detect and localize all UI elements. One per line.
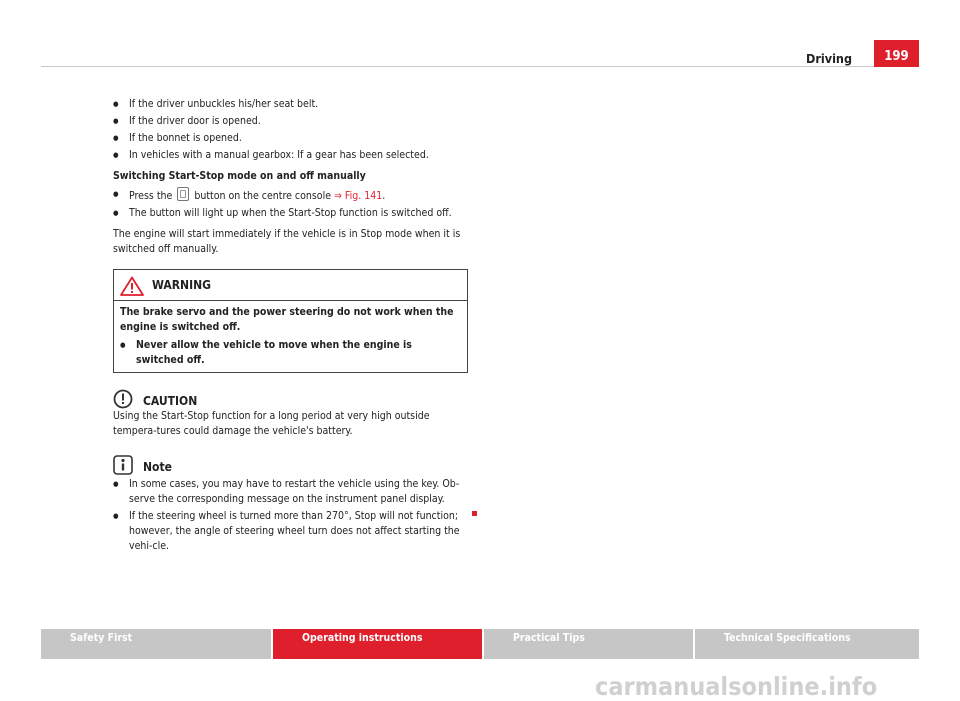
start-stop-button-icon [177,187,189,201]
note-title: Note [143,460,172,474]
step-text: button on the centre console [194,190,332,202]
note-section [113,451,468,554]
note-header [113,451,468,475]
caution-title: CAUTION [143,394,198,408]
tab-practical-tips[interactable]: Practical Tips [484,629,693,659]
list-item: ● In vehicles with a manual gearbox: If a gear has been selected. [113,148,468,163]
caution-icon [113,389,133,409]
warning-box [113,269,468,373]
warning-header [114,270,467,301]
step-text: Press the [129,190,173,202]
steps-list [113,187,468,221]
tab-technical-specifications[interactable]: Technical Specifications [695,629,919,659]
caution-header [113,385,468,409]
list-item: ● Never allow the vehicle to move when the engine is switched off. [120,338,457,368]
caution-section [113,385,468,439]
main-content [113,97,468,556]
watermark: carmanualsonline.info [595,672,878,701]
info-icon [113,455,133,475]
list-item: ● If the driver unbuckles his/her seat belt. [113,97,468,112]
page-number: 199 [874,40,919,67]
paragraph: The engine will start immediately if the vehicle is in Stop mode when it is switched off manually. [113,228,461,255]
list-item [113,187,468,204]
conditions-list [113,97,468,163]
end-of-section-marker [472,511,477,516]
list-item: ● If the driver door is opened. [113,114,468,129]
list-item: ● In some cases, you may have to restart the vehicle using the key. Ob-serve the corresponding message on the instrument panel display. [113,477,468,507]
warning-title: WARNING [152,278,211,292]
warning-body [114,301,467,372]
list-item: ● If the steering wheel is turned more than 270°, Stop will not function; however, the angle of steering wheel turn does not affect starting the vehi-cle. [113,509,468,554]
tab-operating-instructions[interactable]: Operating instructions [273,629,482,659]
tab-safety-first[interactable]: Safety First [41,629,271,659]
subheading: Switching Start-Stop mode on and off manually [113,170,366,182]
figure-reference-link[interactable]: ⇒ Fig. 141 [334,190,383,202]
warning-triangle-icon [120,276,144,296]
header-rule [41,66,919,67]
caution-text: Using the Start-Stop function for a long period at very high outside tempera-tures could damage the vehicle's battery. [113,410,430,437]
list-item: ● If the bonnet is opened. [113,131,468,146]
section-title: Driving [806,51,852,66]
warning-text: The brake servo and the power steering do not work when the engine is switched off. [120,306,454,333]
list-item: ● The button will light up when the Start-Stop function is switched off. [113,206,468,221]
footer-nav [41,629,919,659]
step-end: . [382,190,386,202]
